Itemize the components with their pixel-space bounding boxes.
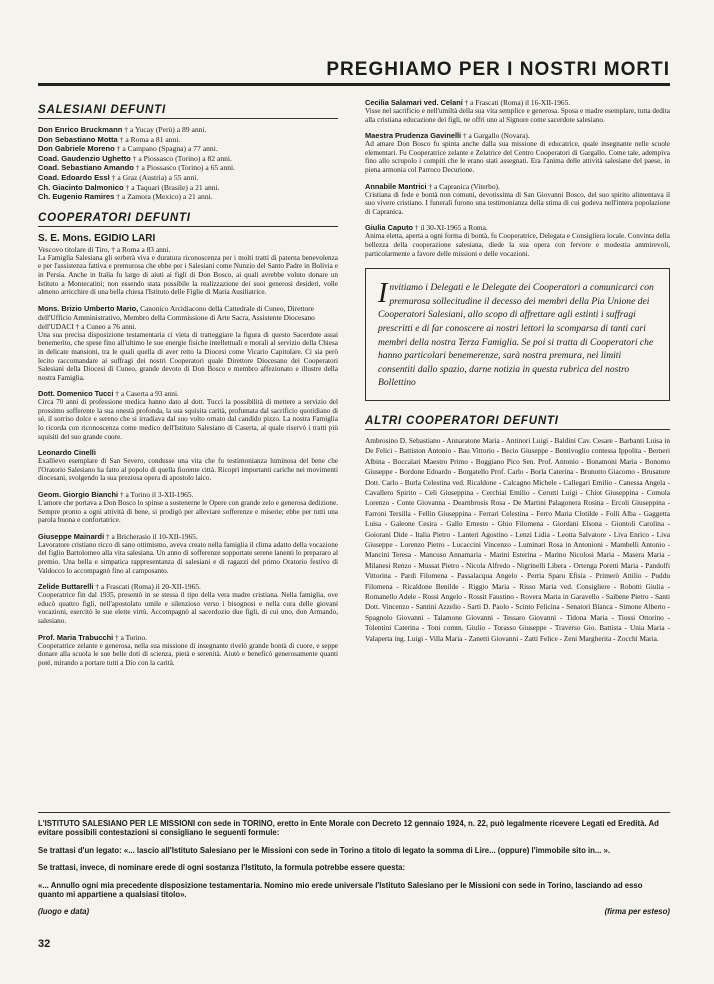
obituary-entry [38, 633, 338, 668]
altri-heading: ALTRI COOPERATORI DEFUNTI [365, 415, 670, 430]
salesiani-heading: SALESIANI DEFUNTI [38, 104, 338, 119]
obituary-entry [38, 532, 338, 575]
invite-initial: I [378, 278, 388, 310]
title-rule [38, 83, 670, 86]
obituary-name: Mons. Brizio Umberto Mario, [38, 303, 139, 313]
obituary-text: Visse nel sacrificio e nell'umiltà della sua vita semplice e generosa. Sposa e madre esemplare, tutta dedita alla cristiana educazione dei figli, ne offrì uno al Signore come sacerdote salesiano. [365, 107, 670, 124]
obituary-text: Anima eletta, aperta a ogni forma di bontà, fu Cooperatrice, Delegata e Consigliera locale. Convinta della bellezza della cooperazione salesiana, diede la sua opera con fervore e modestia ammirevoli, particolarmente a favore delle missioni e delle vocazioni. [365, 232, 670, 258]
obituary-text: Circa 70 anni di professione medica hanno dato al dott. Tucci la possibilità di mettere a servizio del prossimo sofferente la sua onestà profonda, la sua squisita carità, profumata dal sacrificio quotidiano di sé, il sorriso dolce e sereno che si irradiava dal suo volto ornato dal candido pizzo. La nostra Famiglia lo ricorda con riconoscenza come medico dell'Istituto Salesiano di Caserta, al quale riservò i tratti più squisiti del suo grande cuore. [38, 398, 338, 441]
page-title: PREGHIAMO PER I NOSTRI MORTI [326, 59, 670, 80]
salesiano-name: Coad. Sebastiano Amando [38, 163, 134, 173]
obituary-details: † a Frascati (Roma) il 20-XII-1965. [95, 582, 201, 592]
salesiano-detail: † a Campano (Spagna) a 77 anni. [116, 144, 218, 154]
obituary-entry [365, 131, 670, 174]
obituary-name: Geom. Giorgio Bianchi [38, 490, 119, 500]
obituary-details: † a Gargallo (Novara). [462, 131, 530, 141]
salesiano-detail: † a Zamora (Mexico) a 21 anni. [116, 192, 213, 202]
salesiano-name: Ch. Eugenio Ramires [38, 192, 115, 202]
obituary-name: Dott. Domenico Tucci [38, 389, 114, 399]
obituary-name: Giuseppe Mainardi [38, 531, 105, 541]
footer-signature [38, 907, 670, 916]
salesiani-list [38, 125, 338, 202]
obituary-details: † a Bricherasio il 10-XII-1965. [105, 531, 198, 541]
obituary-details: † a Torino il 3-XII-1965. [119, 490, 194, 500]
altri-text: Ambrosino D. Sebastiano - Annaratone Maria - Antinori Luigi - Baldini Cav. Cesare - Barbanti Luisa in De Felici - Battiston Antonio - Bau Vittorio - Becio Giuseppe - Bentivoglio contessa Ippolita - Berneri Albina - Boccalari Maestro Primo - Boggiano Pico Sen. Prof. Antonio - Bonamoni Maria - Bonomo Giuseppe - Bordone Edoardo - Borgatello Prof. Carlo - Borla Caterina - Brunotto Giacomo - Brusatore Dott. Carlo - Burla Celestina ved. Ricaldone - Calcagno Michele - Callegari Emilio - Canessa Angela - Cavallero Spirito - Celi Giuseppina - Cerchiai Emilio - Cerutti Luigi - Chiot Giuseppina - Comola Lorenzo - Conte Giovanna - Dearnbrosis Rosa - De Martini Palagonera Rosina - Ercoli Giuseppina - Farroni Tersilla - Fellin Giuseppina - Ferrari Celestina - Ferro Maria Clotilde - Folli Alba - Gaggetta Luisa - Galeone Cesira - Gallo Ernesto - Ghio Filomena - Giordani Elsona - Giontoli Carolina - Goiorani Dide - Italia Pietro - Lanteri Agostino - Lenzi Lidia - Leotta Salvatore - Liva Enrico - Liva Giuseppe - Lorenzo Pietro - Lucaccini Vincenzo - Luminari Rosa in Antonioni - Mambelli Antonio - Mancini Teresa - Mancuso Annamaria - Marini Esterina - Marino Nicolosi Maria - Masera Maria - Milanesi Renzo - Mussat Pietro - Nicola Alfredo - Nigrinelli Libera - Ortenga Poretti Maria - Pandolfi Vittorina - Pardi Filomena - Passalacqua Angelo - Perria Sparu Efisia - Primerò Attilio - Puddu Filomena - Ricaldone Benilde - Riggio Maria - Risso Maria ved. Consigliere - Robotti Giulia - Romanello Adele - Rossi Angelo - Rossit Faustino - Rovera Maria in Garavello - Saibene Pietro - Santi Dott. Vincenzo - Santini Azzelio - Sarti D. Paolo - Scinto Felicina - Senatori Bianca - Simone Alberto - Spagnolo Giovanni - Talamone Giovanni - Tessaro Giovanni - Tidona Maria - Tiossi Ottorino - Tolentini Caterina - Toni comm. Giulio - Torasso Giuseppe - Traverso Gio. Battista - Unia Maria - Valaperta ing. Luigi - Villa Maria - Zanetti Giovanni - Zatti Felice - Zeni Margherita - Zocchi Maria. [365, 435, 670, 643]
obituary-text: Exallievo esemplare di San Severo, condusse una vita che fu testimonianza luminosa del bene che l'Oratorio Salesiano ha fatto al popolo di quella fiorente città. Ricoprì importanti cariche nei movimenti diocesani, svolgendo la sua preziosa opera di apostolo laico. [38, 457, 338, 483]
obituary-text: Ad amare Don Bosco fu spinta anche dalla sua missione di educatrice, quale insegnante nelle scuole elementari. Fu Cooperatrice zelante e Zelatrice del Centro Cooperatori di Gargallo. Come tale, adempiva fino allo scrupolo i compiti che le erano stati assegnati. Era l'anima delle attività salesiane del paese, in piena armonia col Parroco Decurione. [365, 140, 670, 174]
obituary-text: Cooperatrice fin dal 1935, presentò in se stessa il tipo della vera madre cristiana. Nella famiglia, ove educò quattro figli, nell'apostolato umile e silenzioso verso i bisognosi e nella cura delle giovani vocazioni, esercitò le sue elette virtù. Accompagnò al sacerdozio due figli, di cui uno, don Armando, salesiano. [38, 591, 338, 625]
obituary-header [38, 490, 338, 499]
cooperatori-heading: COOPERATORI DEFUNTI [38, 212, 338, 227]
salesiano-detail: † a Roma a 81 anni. [119, 134, 181, 144]
salesiano-entry [38, 163, 338, 173]
obituary-header [365, 131, 670, 140]
obituary-entry [38, 304, 338, 383]
obituary-name: Zelide Buttarelli [38, 582, 94, 592]
left-bios [38, 304, 338, 668]
obituary-header [38, 448, 338, 457]
salesiano-name: Don Gabriele Moreno [38, 144, 115, 154]
obituary-header [38, 633, 338, 642]
obituary-entry [365, 182, 670, 217]
salesiano-name: Don Enrico Bruckmann [38, 125, 123, 134]
obituary-name: Prof. Maria Trabucchi [38, 632, 114, 642]
invite-text: nvitiamo i Delegati e le Delegate dei Cooperatori a comunicarci con premurosa sollecitudine il decesso dei membri della Pia Unione dei Cooperatori Salesiani, allo scopo di affrettare agli estinti i suffragi prescritti e di far conoscere ai nostri lettori la scomparsa di tanti cari membri della nostra Terza Famiglia. Se poi si tratta di Cooperatori che hanno particolari benemerenze, sarà nostra premura, nei limiti consentiti dallo spazio, darne notizia in questa rubrica del nostro Bollettino [378, 282, 654, 389]
lari-bio [38, 245, 338, 297]
page-number: 32 [38, 938, 51, 950]
obituary-header [365, 98, 670, 107]
footer-intro: L'ISTITUTO SALESIANO PER LE MISSIONI con sede in TORINO, eretto in Ente Morale con Decreto 12 gennaio 1924, n. 22, può legalmente ricevere Legati ed Eredità. Ad evitare possibili contestazioni si consigliano le seguenti formule: [38, 819, 659, 838]
sig-signature: (firma per esteso) [604, 907, 670, 917]
salesiano-name: Coad. Edoardo Essl [38, 172, 110, 182]
obituary-header [38, 389, 338, 398]
salesiano-entry [38, 154, 338, 164]
obituary-entry [38, 389, 338, 441]
obituary-text: Lavoratore cristiano ricco di sano ottimismo, aveva creato nella famiglia il clima adatto della vocazione del figlio Bartolomeo alla vita salesiana. Un anno di sofferenze sopportate serene lanenti lo prepararo al premio. Una bella e simpatica rappresentanza di salesiani e di ragazzi del primo Oratorio festivo di Valdocco lo accompagnò fino al camposanto. [38, 540, 338, 575]
obituary-name: Leonardo Cinelli [38, 448, 96, 458]
obituary-details: † a Torino. [115, 632, 148, 642]
salesiano-name: Don Sebastiano Motta [38, 134, 118, 144]
right-bios [365, 98, 670, 258]
obituary-entry [365, 223, 670, 258]
obituary-details: † a Capranica (Viterbo). [428, 181, 500, 191]
salesiano-detail: † a Yucay (Perù) a 89 anni. [124, 125, 207, 134]
obituary-name: Giulia Caputo [365, 223, 414, 233]
obituary-header [365, 223, 670, 232]
sig-place-date: (luogo e data) [38, 907, 90, 917]
left-column [38, 98, 338, 674]
obituary-details: Canonico Arcidiacono della Cattedrale di Cuneo, Direttore dell'Ufficio Amministrativo, Membro della Commissione di Arte Sacra, Assistente Diocesano dell'UDACI † a Cuneo a 76 anni. [38, 303, 315, 331]
obituary-entry [38, 448, 338, 483]
obituary-details: † a Caserta a 93 anni. [115, 389, 179, 399]
obituary-text: Una sua precisa disposizione testamentaria ci vieta di tratteggiare la figura di questo Sacerdote assai benemerito, che spese fino all'ultimo le sue energie fisiche intellettuali e morali al servizio della Chiesa in delicate mansioni, tra le quali quella di aver retto la Diocesi come Vicario Capitolare. Ci sia però lecito raccomandare ai suffragi dei nostri Cooperatori quale Direttore Diocesano dei Cooperatori Salesiani della Diocesi di Cuneo, grande devoto di Don Bosco e membro affezionato e illustre della nostra Famiglia. [38, 330, 338, 382]
footer-formula: «... Annullo ogni mia precedente disposizione testamentaria. Nomino mio erede universale l'Istituto Salesiano per le Missioni con sede in Torino, lasciando ad esso quanto mi appartiene a qualsiasi titolo». [38, 880, 643, 900]
obituary-name: Maestra Prudenza Gavinelli [365, 131, 462, 141]
salesiano-entry [38, 144, 338, 154]
obituary-text: Cooperatrice zelante e generosa, nella sua missione di insegnante rivelò grande bontà di cuore, e seppe donare alla scuola le sue belle doti di scienza, pietà e serenità. Aiutò e beneficò generosamente quanti poté, mirando a portare tutti a Dio con la carità. [38, 641, 338, 667]
obituary-name: Cecilia Salamari ved. Celani [365, 98, 463, 107]
footer-erede: Se trattasi, invece, di nominare erede di ogni sostanza l'Istituto, la formula potrebbe essere questa: [38, 863, 406, 873]
invite-box [365, 268, 670, 401]
lari-subtitle: Vescovo titolare di Tiro, † a Roma a 83 anni. [38, 244, 171, 254]
salesiano-entry [38, 173, 338, 183]
obituary-header [38, 532, 338, 541]
lari-name: S. E. Mons. EGIDIO LARI [38, 232, 156, 244]
obituary-text: Cristiana di fede e bontà non comuni, devotissima di San Giovanni Bosco, del suo spirito alimentava il suo vivere cristiano. I funerali furono una testimonianza della stima di cui godeva nell'intera popolazione di Capranica. [365, 190, 670, 216]
footer-legato: Se trattasi d'un legato: «... lascio all'Istituto Salesiano per le Missioni con sede in Torino a titolo di legato la somma di Lire... (oppure) l'immobile sito in... ». [38, 845, 611, 855]
obituary-details: † a Frascati (Roma) il 16-XII-1965. [464, 98, 571, 107]
lari-text: La Famiglia Salesiana gli serberà viva e duratura riconoscenza per i molti tratti di paterna benevolenza e per l'assistenza fattiva e premurosa che ebbe per i Salesiani come Nunzio del Santo Padre in Bolivia e in Persia. Anche in Italia fu largo di aiuti ai figli di Don Bosco, ai quali avrebbe voluto donare un Istituto a Montecatini; non essendo stata possibile la realizzazione dei suoi generosi desideri, volle almeno arricchire di una bella chiesa l'Istituto delle Figlie di Maria Ausiliatrice. [38, 253, 338, 297]
obituary-entry [38, 582, 338, 625]
obituary-header [365, 182, 670, 191]
salesiano-detail: † a Taquari (Brasile) a 21 anni. [125, 182, 220, 192]
salesiano-entry [38, 183, 338, 193]
legacy-footer [38, 812, 670, 925]
salesiano-name: Coad. Gaudenzio Ughetto [38, 153, 131, 163]
right-column [365, 98, 670, 644]
salesiano-detail: † a Piossasco (Torino) a 82 anni. [132, 153, 232, 163]
salesiano-detail: † a Piossasco (Torino) a 65 anni. [135, 163, 236, 173]
obituary-entry [38, 490, 338, 525]
obituary-header [38, 304, 338, 331]
salesiano-detail: † a Graz (Austria) a 55 anni. [111, 172, 199, 182]
obituary-text: L'amore che portava a Don Bosco lo spinse a sostenerne le Opere con grande zelo e generosa dedizione. Sempre pronto a ogni attività di bene, si prodigò per alleviare sofferenze e miserie; ebbe per tutti una parola buona e confortatrice. [38, 499, 338, 525]
obituary-header [38, 582, 338, 591]
obituary-entry [365, 98, 670, 124]
obituary-name: Annabile Mantrici [365, 181, 427, 191]
salesiano-entry [38, 135, 338, 145]
salesiano-entry [38, 125, 338, 135]
obituary-details: † il 30-XI-1965 a Roma. [414, 223, 488, 233]
salesiano-name: Ch. Giacinto Dalmonico [38, 182, 124, 192]
salesiano-entry [38, 192, 338, 202]
